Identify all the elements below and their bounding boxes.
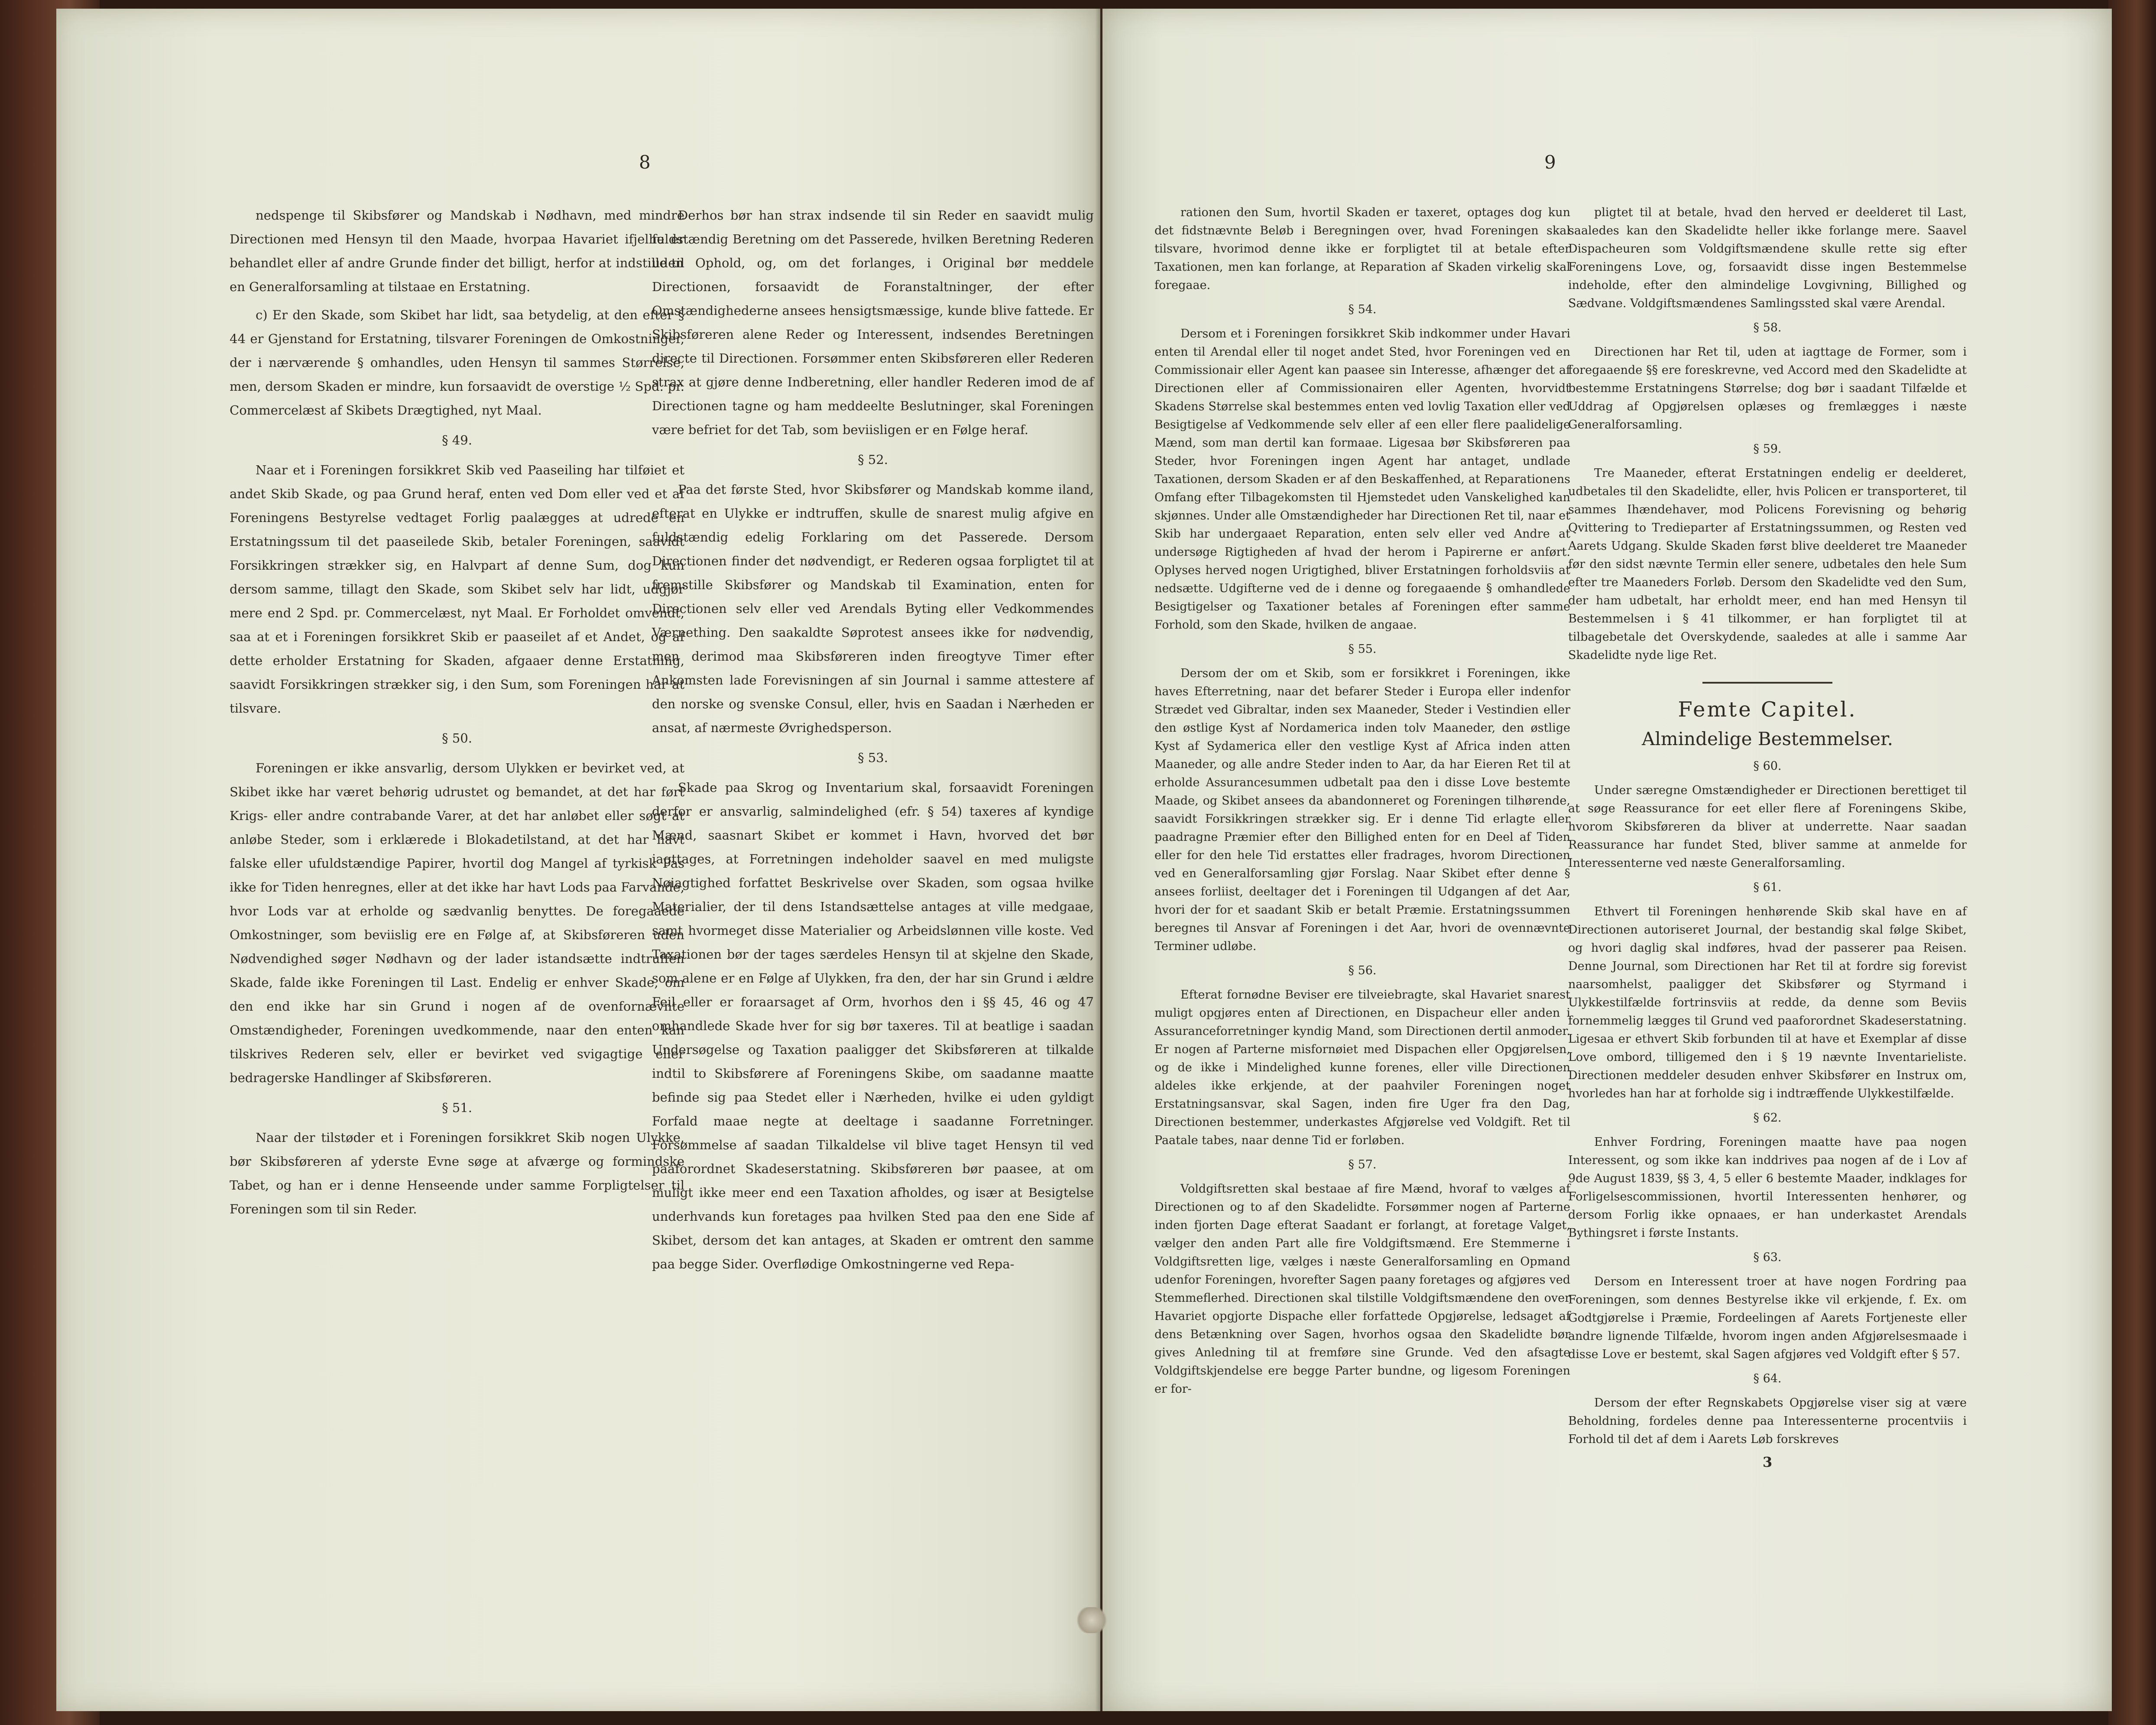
paragraph: Efterat fornødne Beviser ere tilveiebragte, skal Havariet snarest muligt opgjøres enten af Directionen, en Dispacheur eller anden i Assuranceforretninger kyndig Mand, som Directionen dertil anmoder. Er nogen af Parterne misfornøiet med Dispachen eller Opgjørelsen, og de ikke i Mindelighed kunne forenes, eller ville Directionen aldeles ikke erkjende, at der paahviler Foreningen noget Erstatningsansvar, skal Sagen, inden fire Uger fra den Dag, Directionen bestemmer, underkastes Afgjørelse ved Voldgift. Ret til Paatale tabes, naar denne Tid er forløben. [1154,988,1570,1147]
paragraph: pligtet til at betale, hvad den herved er deelderet til Last, saaledes kan den Skadelidte heller ikke forlange mere. Saavel Dispacheuren som Voldgiftsmændene skulle rette sig efter Foreningens Love, og, forsaavidt disse ingen Bestemmelse indeholde, efter den almindelige Lovgivning, Billighed og Sædvane. Voldgiftsmændenes Samlingssted skal være Arendal. [1568,206,1967,310]
section-heading: § 51. [442,1100,472,1115]
paragraph: Under særegne Omstændigheder er Directionen berettiget til at søge Reassurance for eet eller flere af Foreningens Skibe, hvorom Skibsføreren da bliver at underrette. Naar saadan Reassurance har fundet Sted, bliver samme at anmelde for Interessenterne ved næste Generalforsamling. [1568,784,1967,870]
left-page [56,9,1100,1711]
paragraph: Dersom en Interessent troer at have nogen Fordring paa Foreningen, som dennes Bestyrelse ikke vil erkjende, f. Ex. om Godtgjørelse i Præmie, Fordeelingen af Aarets Fortjeneste eller andre lignende Tilfælde, hvorom ingen anden Afgjørelsesmaade i disse Love er bestemt, skal Sagen afgjøres ved Voldgift efter § 57. [1568,1275,1967,1361]
right-page [1102,9,2112,1711]
paragraph: Ethvert til Foreningen henhørende Skib skal have en af Directionen autoriseret Journal, der bestandig skal følge Skibet, og hvori daglig skal indføres, hvad der passerer paa Reisen. Denne Journal, som Directionen har Ret til at fordre sig forevist naarsomhelst, paaligger det Skibsfører og Styrmand i Ulykkestilfælde fortrinsviis at redde, da denne som Beviis fornemmelig lægges til Grund ved paaforordnet Skadeserstatning. Ligesaa er ethvert Skib forbunden til at have et Exemplar af disse Love ombord, tilligemed den i § 19 nævnte Inventarieliste. Directionen meddeler desuden enhver Skibsfører en Instrux om, hvorledes han har at forholde sig i indtræffende Ulykkestilfælde. [1568,905,1967,1100]
paragraph: Voldgiftsretten skal bestaae af fire Mænd, hvoraf to vælges af Directionen og to af den Skadelidte. Forsømmer nogen af Parterne inden fjorten Dage efterat Saadant er forlangt, at foretage Valget, vælger den anden Part alle fire Voldgiftsmænd. Ere Stemmerne i Voldgiftsretten lige, vælges i næste Generalforsamling en Opmand udenfor Foreningen, hvorefter Sagen paany foretages og afgjøres ved Stemmeflerhed. Directionen skal tilstille Voldgiftsmændene den over Havariet opgjorte Dispache eller forfattede Opgjørelse, ledsaget af dens Betænkning over Sagen, hvorhos ogsaa den Skadelidte bør gives Anledning til at fremføre sine Grunde. Ved den afsagte Voldgiftskjendelse ere begge Parter bundne, og ligesom Foreningen er for- [1154,1182,1570,1396]
paragraph: Naar der tilstøder et i Foreningen forsikkret Skib nogen Ulykke, bør Skibsføreren af yderste Evne søge at afværge og formindske Tabet, og han er i denne Henseende under samme Forpligtelser til Foreningen som til sin Reder. [230,1130,684,1216]
chapter-subtitle: Almindelige Bestemmelser. [1642,728,1893,749]
paragraph: c) Er den Skade, som Skibet har lidt, saa betydelig, at den efter § 44 er Gjenstand for Erstatning, tilsvarer Foreningen de Omkostninger, der i nærværende § omhandles, uden Hensyn til sammes Størrelse, men, dersom Skaden er mindre, kun forsaavidt de overstige ½ Spd. pr. Commercelæst af Skibets Drægtighed, nyt Maal. [230,308,684,418]
section-heading: § 49. [442,433,472,447]
paragraph: Naar et i Foreningen forsikkret Skib ved Paaseiling har tilføiet et andet Skib Skade, og paa Grund heraf, enten ved Dom eller ved et af Foreningens Bestyrelse vedtaget Forlig paalægges at udrede en Erstatningssum til det paaseilede Skib, betaler Foreningen, saavidt Forsikkringen strækker sig, en Halvpart af denne Sum, dog kun dersom samme, tillagt den Skade, som Skibet selv har lidt, udgjør mere end 2 Spd. pr. Commercelæst, nyt Maal. Er Forholdet omvendt, saa at et i Foreningen forsikkret Skib er paaseilet af et Andet, og af dette erholder Erstatning for Skaden, afgaaer denne Erstatning, saavidt Forsikkringen strækker sig, i den Sum, som Foreningen har at tilsvare. [230,463,684,716]
paragraph: Foreningen er ikke ansvarlig, dersom Ulykken er bevirket ved, at Skibet ikke har været behørig udrustet og bemandet, at det har ført Krigs- eller andre contrabande Varer, at det har anløbet eller søgt at anløbe Steder, som i erklærede i Blokadetilstand, at det har havt falske eller ufuldstændige Papirer, hvortil dog Mangel af tyrkisk Pas ikke for Tiden henregnes, eller at det ikke har havt Lods paa Farvande, hvor Lods var at erholde og sædvanlig benyttes. De foregaaede Omkostninger, som beviislig ere en Følge af, at Skibsføreren uden Nødvendighed søger Nødhavn og der lader istandsætte indtruffen Skade, falde ikke Foreningen til Last. Endelig er enhver Skade, om den end ikke har sin Grund i nogen af de ovenfornævnte Omstændigheder, Foreningen uvedkommende, naar den enten kan tilskrives Rederen selv, eller er bevirket ved svigagtige eller bedragerske Handlinger af Skibsføreren. [230,761,684,1085]
paragraph: Skade paa Skrog og Inventarium skal, forsaavidt Foreningen derfor er ansvarlig, salmindelighed (efr. § 54) taxeres af kyndige Mænd, saasnart Skibet er kommet i Havn, hvorved det bør iagttages, at Forretningen indeholder saavel en med muligste Nøiagtighed forfattet Beskrivelse over Skaden, som ogsaa hvilke Materialier, der til dens Istandsættelse antages at ville medgaae, samt hvormeget disse Materialier og Arbeidslønnen ville koste. Ved Taxationen bør der tages særdeles Hensyn til at skjelne den Skade, som alene er en Følge af Ulykken, fra den, der har sin Grund i ældre Feil eller er foraarsaget af Orm, hvorhos den i §§ 45, 46 og 47 omhandlede Skade hver for sig bør taxeres. Til at beatlige i saadan Undersøgelse og Taxation paaligger det Skibsføreren at tilkalde indtil to Skibsførere af Foreningens Skibe, om saadanne maatte befinde sig paa Stedet eller i Nærheden, hvilke ei uden gyldigt Forfald maae negte at deeltage i saadanne Forretninger. Forsømmelse af saadan Tilkaldelse vil blive taget Hensyn til ved paaforordnet Skadeserstatning. Skibsføreren bør paasee, at om muligt ikke meer end een Taxation afholdes, og især at Besigtelse underhvands kun foretages paa hvilken Sted paa den ene Side af Skibet, dersom det kan antages, at Skaden er omtrent den samme paa begge Sider. Overflødige Omkostningerne ved Repa- [652,780,1094,1271]
paragraph: Enhver Fordring, Foreningen maatte have paa nogen Interessent, og som ikke kan inddrives paa nogen af de i Lov af 9de August 1839, §§ 3, 4, 5 eller 6 bestemte Maader, indklages for Forligelsescommissionen, hvortil Interessenten henhører, og dersom Forlig ikke opnaaes, er han underkastet Arendals Bythingsret i første Instants. [1568,1135,1967,1240]
paragraph: nedspenge til Skibsfører og Mandskab i Nødhavn, med mindre Directionen med Hensyn til den Maade, hvorpaa Havariet ifjelhe er behandlet eller af andre Grunde finder det billigt, herfor at indstille til en Generalforsamling at tilstaae en Erstatning. [230,208,684,294]
section-heading: § 50. [442,731,472,746]
section-heading: § 55. [1348,642,1377,656]
paragraph: rationen den Sum, hvortil Skaden er taxeret, optages dog kun det fidstnævnte Beløb i Beregningen over, hvad Foreningen skal tilsvare, hvorimod denne ikke er forpligtet til at betale efter Taxationen, men kan forlange, at Reparation af Skaden virkelig skal foregaae. [1154,206,1570,292]
section-heading: § 63. [1753,1251,1782,1264]
section-heading: § 56. [1348,964,1377,977]
left-column-1 [230,204,684,1226]
paragraph: Derhos bør han strax indsende til sin Reder en saavidt mulig fuldstændig Beretning om det Passerede, hvilken Beretning Rederen uden Ophold, og, om det forlanges, i Original bør meddele Directionen, forsaavidt de Foranstaltninger, der efter Omstændighederne ansees hensigtsmæssige, kunde blive fattede. Er Skibsføreren alene Reder og Interessent, indsendes Beretningen directe til Directionen. Forsømmer enten Skibsføreren eller Rederen strax at gjøre denne Indberetning, eller handler Rederen imod de af Directionen tagne og ham meddeelte Beslutninger, skal Foreningen være befriet for det Tab, som beviisligen er en Følge heraf. [652,208,1094,437]
section-heading: § 60. [1753,759,1782,773]
paragraph: Paa det første Sted, hvor Skibsfører og Mandskab komme iland, efterat en Ulykke er indtruffen, skulle de snarest mulig afgive en fuldstændig edelig Forklaring om det Passerede. Dersom Directionen finder det nødvendigt, er Rederen ogsaa forpligtet til at fremstille Skibsfører og Mandskab til Examination, enten for Directionen selv eller ved Arendals Byting eller Vedkommendes Værnething. Den saakaldte Søprotest ansees ikke for nødvendig, men derimod maa Skibsføreren inden fireogtyve Timer efter Ankomsten lade Forevisningen af sin Journal i samme attestere af den norske og svenske Consul, eller, hvis en Saadan i Nærheden er ansat, af nærmeste Øvrighedsperson. [652,482,1094,735]
section-heading: § 59. [1753,442,1782,456]
binding-thread [1074,1607,1109,1633]
section-heading: § 58. [1753,321,1782,334]
right-column-2 [1568,204,1967,1475]
section-heading: § 64. [1753,1372,1782,1385]
section-heading: § 62. [1753,1111,1782,1125]
section-heading: § 61. [1753,881,1782,894]
right-column-1 [1154,204,1570,1403]
paragraph: Tre Maaneder, efterat Erstatningen endelig er deelderet, udbetales til den Skadelidte, eller, hvis Policen er transporteret, til sammes Ihændehaver, mod Policens Forevisning og behørig Qvittering to Tredieparter af Erstatningssummen, og Resten ved Aarets Udgang. Skulde Skaden først blive deelderet tre Maaneder før den sidst nævnte Termin eller senere, udbetales den hele Sum efter tre Maaneders Forløb. Dersom den Skadelidte ved den Sum, der ham udbetalt, har erholdt meer, end han med Hensyn til Bestemmelsen i § 41 tilkommer, er han forpligtet til at tilbagebetale det Overskydende, saaledes at alle i samme Aar Skadelidte nyde lige Ret. [1568,467,1967,662]
section-heading: § 57. [1348,1158,1377,1171]
left-column-2 [652,204,1094,1281]
paragraph: Dersom et i Foreningen forsikkret Skib indkommer under Havari enten til Arendal eller til noget andet Sted, hvor Foreningen ved en Commissionair eller Agent kan paasee sin Interesse, afhænger det af Directionen eller af Commissionairen eller Agenten, hvorvidt Skadens Størrelse skal bestemmes enten ved lovlig Taxation eller ved Besigtigelse af Vedkommende selv eller af een eller flere paalidelige Mænd, som man dertil kan formaae. Ligesaa bør Skibsføreren paa Steder, hvor Foreningen ingen Agent har antaget, undlade Taxationen, dersom Skaden er af den Beskaffenhed, at Reparationens Omfang efter Tilbagekomsten til Hjemstedet uden Vanskelighed kan skjønnes. Under alle Omstændigheder har Directionen Ret til, naar et Skib har undergaaet Reparation, enten selv eller ved Andre at undersøge Rigtigheden af hvad der herom i Papirerne er anført. Oplyses herved nogen Urigtighed, bliver Erstatningen forholdsviis at nedsætte. Udgifterne ved de i denne og foregaaende § omhandlede Besigtigelser og Taxationer betales af Foreningen efter samme Forhold, som den Skade, hvilken de angaae. [1154,327,1570,632]
book-cover-right [2108,0,2156,1725]
paragraph: Dersom der om et Skib, som er forsikkret i Foreningen, ikke haves Efterretning, naar det befarer Steder i Europa eller indenfor Strædet ved Gibraltar, inden sex Maaneder, Steder i Vestindien eller den østlige Kyst af Nordamerica inden tolv Maaneder, den østlige Kyst af Sydamerica eller den vestlige Kyst af Africa inden atten Maaneder, og alle andre Steder inden to Aar, da har Eieren Ret til at erholde Assurancesummen udbetalt paa den i disse Love bestemte Maade, og Skibet ansees da abandonneret og Foreningen tilhørende, saavidt Forsikkringen strækker sig. Er i denne Tid erlagte eller paadragne Præmier efter den Billighed enten for en Deel af Tiden eller for den hele Tid erstattes eller fradrages, hvorom Directionen ved en Generalforsamling gjør Forslag. Naar Skibet efter denne § ansees forliist, deeltager det i Foreningen til Udgangen af det Aar, hvori der for et saadant Skib er betalt Præmie. Erstatningssummen beregnes til Ansvar af Foreningen i det Aar, hvori de ovennævnte Terminer udløbe. [1154,667,1570,953]
signature-mark: 3 [1762,1454,1773,1470]
page-number: 9 [1544,152,1556,173]
section-heading: § 53. [858,750,888,765]
section-rule [1702,682,1832,684]
page-number: 8 [639,152,651,173]
paragraph: Directionen har Ret til, uden at iagttage de Former, som i foregaaende §§ ere foreskrevne, ved Accord med den Skadelidte at bestemme Erstatningens Størrelse; dog bør i saadant Tilfælde et Uddrag af Opgjørelsen oplæses og fremlægges i næste Generalforsamling. [1568,345,1967,431]
paragraph: Dersom der efter Regnskabets Opgjørelse viser sig at være Beholdning, fordeles denne paa Interessenterne procentviis i Forhold til det af dem i Aarets Løb forskreves [1568,1396,1967,1446]
section-heading: § 54. [1348,303,1377,316]
chapter-title: Femte Capitel. [1678,697,1857,722]
section-heading: § 52. [858,452,888,467]
